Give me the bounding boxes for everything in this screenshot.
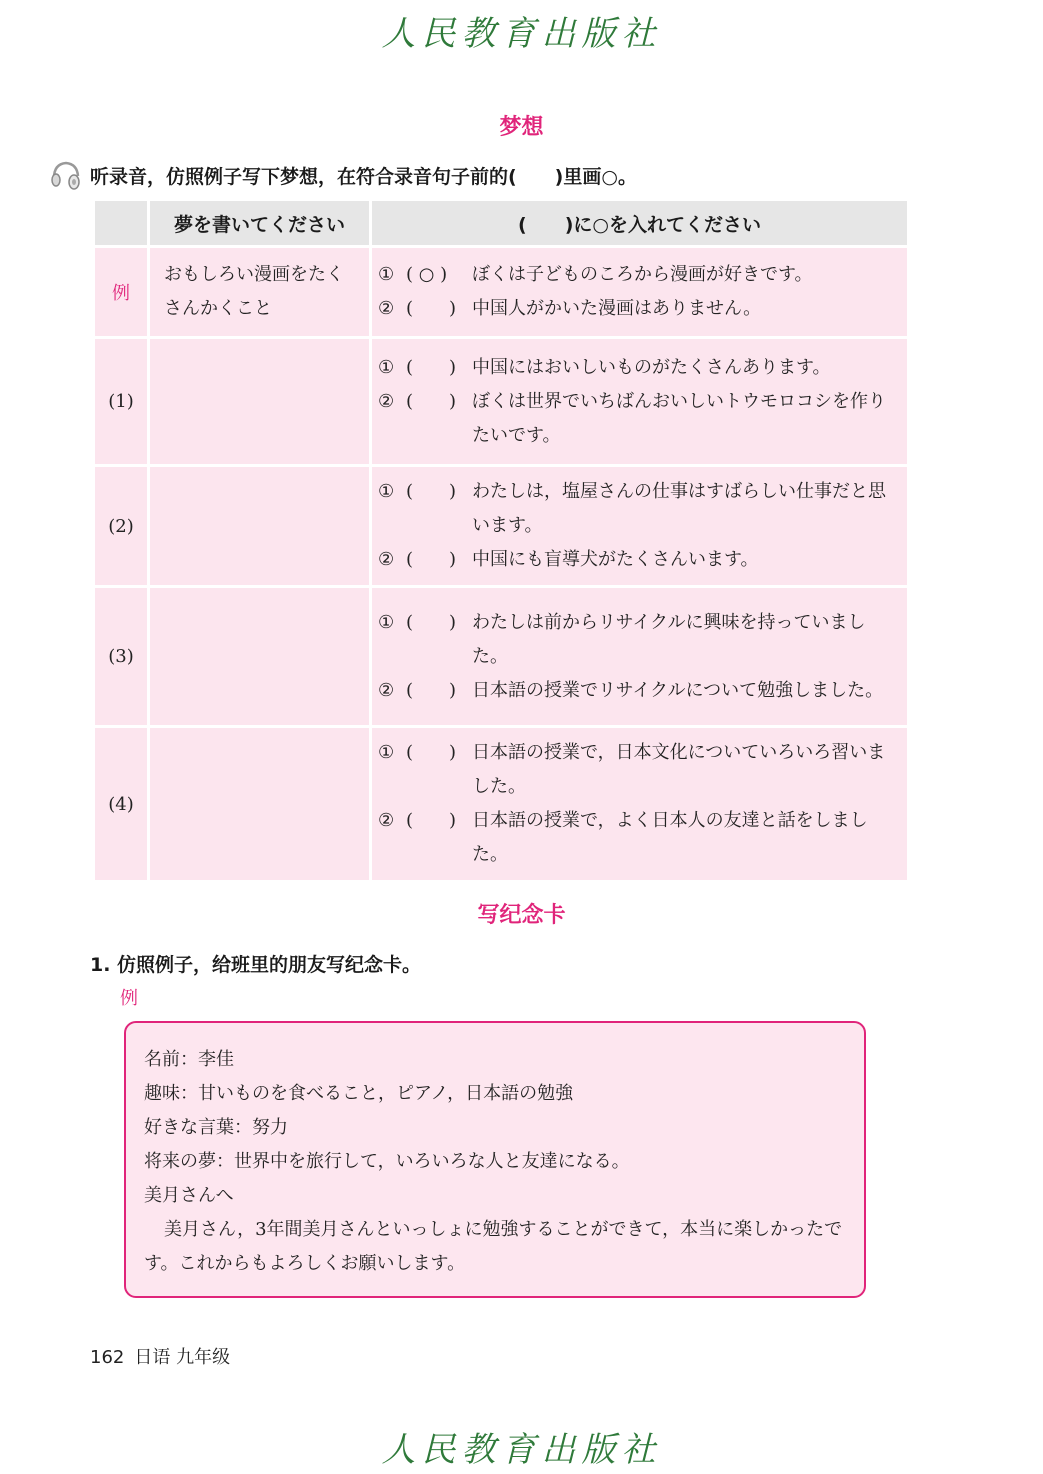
option-item [378, 385, 899, 453]
table-row-4 [94, 727, 909, 882]
options-cell [371, 247, 909, 338]
option-item [378, 736, 899, 804]
card-name: 名前：李佳 [144, 1049, 234, 1070]
answer-parentheses[interactable]: ( ○ ) [406, 264, 448, 285]
option-number: ② [378, 298, 395, 319]
option-number: ② [378, 679, 395, 701]
table-row-3 [94, 587, 909, 727]
page-number: 162 [90, 1347, 125, 1368]
row-label: (1) [94, 338, 149, 466]
answer-parentheses[interactable]: ( ) [406, 611, 457, 633]
option-text: ぼくは世界でいちばんおいしいトウモロコシを作りたいです。 [472, 390, 886, 446]
instruction-text: 听录音，仿照例子写下梦想，在符合录音句子前的( )里画○。 [90, 165, 637, 188]
option-number: ① [378, 356, 395, 378]
dream-table [92, 198, 910, 883]
answer-parentheses[interactable]: ( ) [406, 549, 457, 570]
options-cell [371, 587, 909, 727]
publisher-logo-bottom: 人民教育出版社 [381, 1430, 662, 1470]
dream-input-cell[interactable] [149, 338, 371, 466]
table-row-2 [94, 466, 909, 587]
option-item [378, 292, 899, 326]
card-hobby: 趣味：甘いものを食べること，ピアノ，日本語の勉強 [144, 1083, 574, 1104]
option-item [378, 475, 899, 543]
headphones-icon [48, 158, 82, 192]
question-1: 1. 仿照例子，给班里的朋友写纪念卡。 [90, 954, 422, 976]
answer-parentheses[interactable]: ( ) [406, 679, 457, 701]
option-text: わたしは，塩屋さんの仕事はすばらしい仕事だと思います。 [472, 481, 886, 536]
row-label: 例 [94, 247, 149, 338]
option-item [378, 543, 899, 577]
option-number: ① [378, 481, 395, 502]
section-title-dream: 梦想 [499, 115, 544, 140]
table-row-1 [94, 338, 909, 466]
option-text: ぼくは子どものころから漫画が好きです。 [472, 264, 813, 285]
option-item [378, 258, 899, 292]
option-item [378, 606, 899, 674]
header-dream: 夢を書いてください [149, 200, 371, 247]
row-label: (3) [94, 587, 149, 727]
book-title: 日语 九年级 [134, 1347, 231, 1368]
option-text: 中国にも盲導犬がたくさんいます。 [472, 549, 759, 570]
options-cell [371, 466, 909, 587]
dream-cell: おもしろい漫画をたくさんかくこと [149, 247, 371, 338]
option-text: 中国人がかいた漫画はありません。 [472, 298, 762, 319]
card-future-dream: 将来の夢：世界中を旅行して，いろいろな人と友達になる。 [144, 1151, 630, 1172]
page-footer [90, 1343, 230, 1369]
options-cell [371, 338, 909, 466]
row-label: (2) [94, 466, 149, 587]
row-label: (4) [94, 727, 149, 882]
option-text: 日本語の授業で，日本文化についていろいろ習いました。 [472, 742, 886, 797]
option-text: 日本語の授業でリサイクルについて勉強しました。 [472, 679, 884, 701]
dream-input-cell[interactable] [149, 727, 371, 882]
option-item [378, 804, 899, 872]
dream-input-cell[interactable] [149, 466, 371, 587]
option-text: 中国にはおいしいものがたくさんあります。 [472, 356, 831, 378]
listening-instruction [48, 158, 637, 192]
publisher-logo-top: 人民教育出版社 [381, 14, 662, 54]
answer-parentheses[interactable]: ( ) [406, 481, 457, 502]
table-row-example [94, 247, 909, 338]
option-number: ② [378, 810, 395, 831]
option-item [378, 351, 899, 385]
option-number: ① [378, 611, 395, 633]
memorial-card [124, 1021, 866, 1298]
answer-parentheses[interactable]: ( ) [406, 356, 457, 378]
header-circle: ( )に○を入れてください [371, 200, 909, 247]
section-title-card: 写纪念卡 [477, 903, 566, 928]
option-number: ① [378, 742, 395, 763]
option-number: ② [378, 549, 395, 570]
dream-input-cell[interactable] [149, 587, 371, 727]
answer-parentheses[interactable]: ( ) [406, 298, 457, 319]
table-header-row [94, 200, 909, 247]
card-favorite-words: 好きな言葉：努力 [144, 1117, 288, 1138]
card-message: 美月さん，3年間美月さんといっしょに勉強することができて，本当に楽しかったです。これからもよろしくお願いします。 [144, 1219, 843, 1274]
options-cell [371, 727, 909, 882]
option-text: 日本語の授業で，よく日本人の友達と話をしました。 [472, 810, 868, 865]
card-recipient: 美月さんへ [144, 1185, 234, 1206]
answer-parentheses[interactable]: ( ) [406, 742, 457, 763]
header-empty [94, 200, 149, 247]
answer-parentheses[interactable]: ( ) [406, 390, 457, 412]
example-label: 例 [120, 988, 138, 1009]
option-number: ② [378, 390, 395, 412]
option-number: ① [378, 264, 395, 285]
option-item [378, 674, 899, 708]
option-text: わたしは前からリサイクルに興味を持っていました。 [472, 611, 866, 667]
answer-parentheses[interactable]: ( ) [406, 810, 457, 831]
